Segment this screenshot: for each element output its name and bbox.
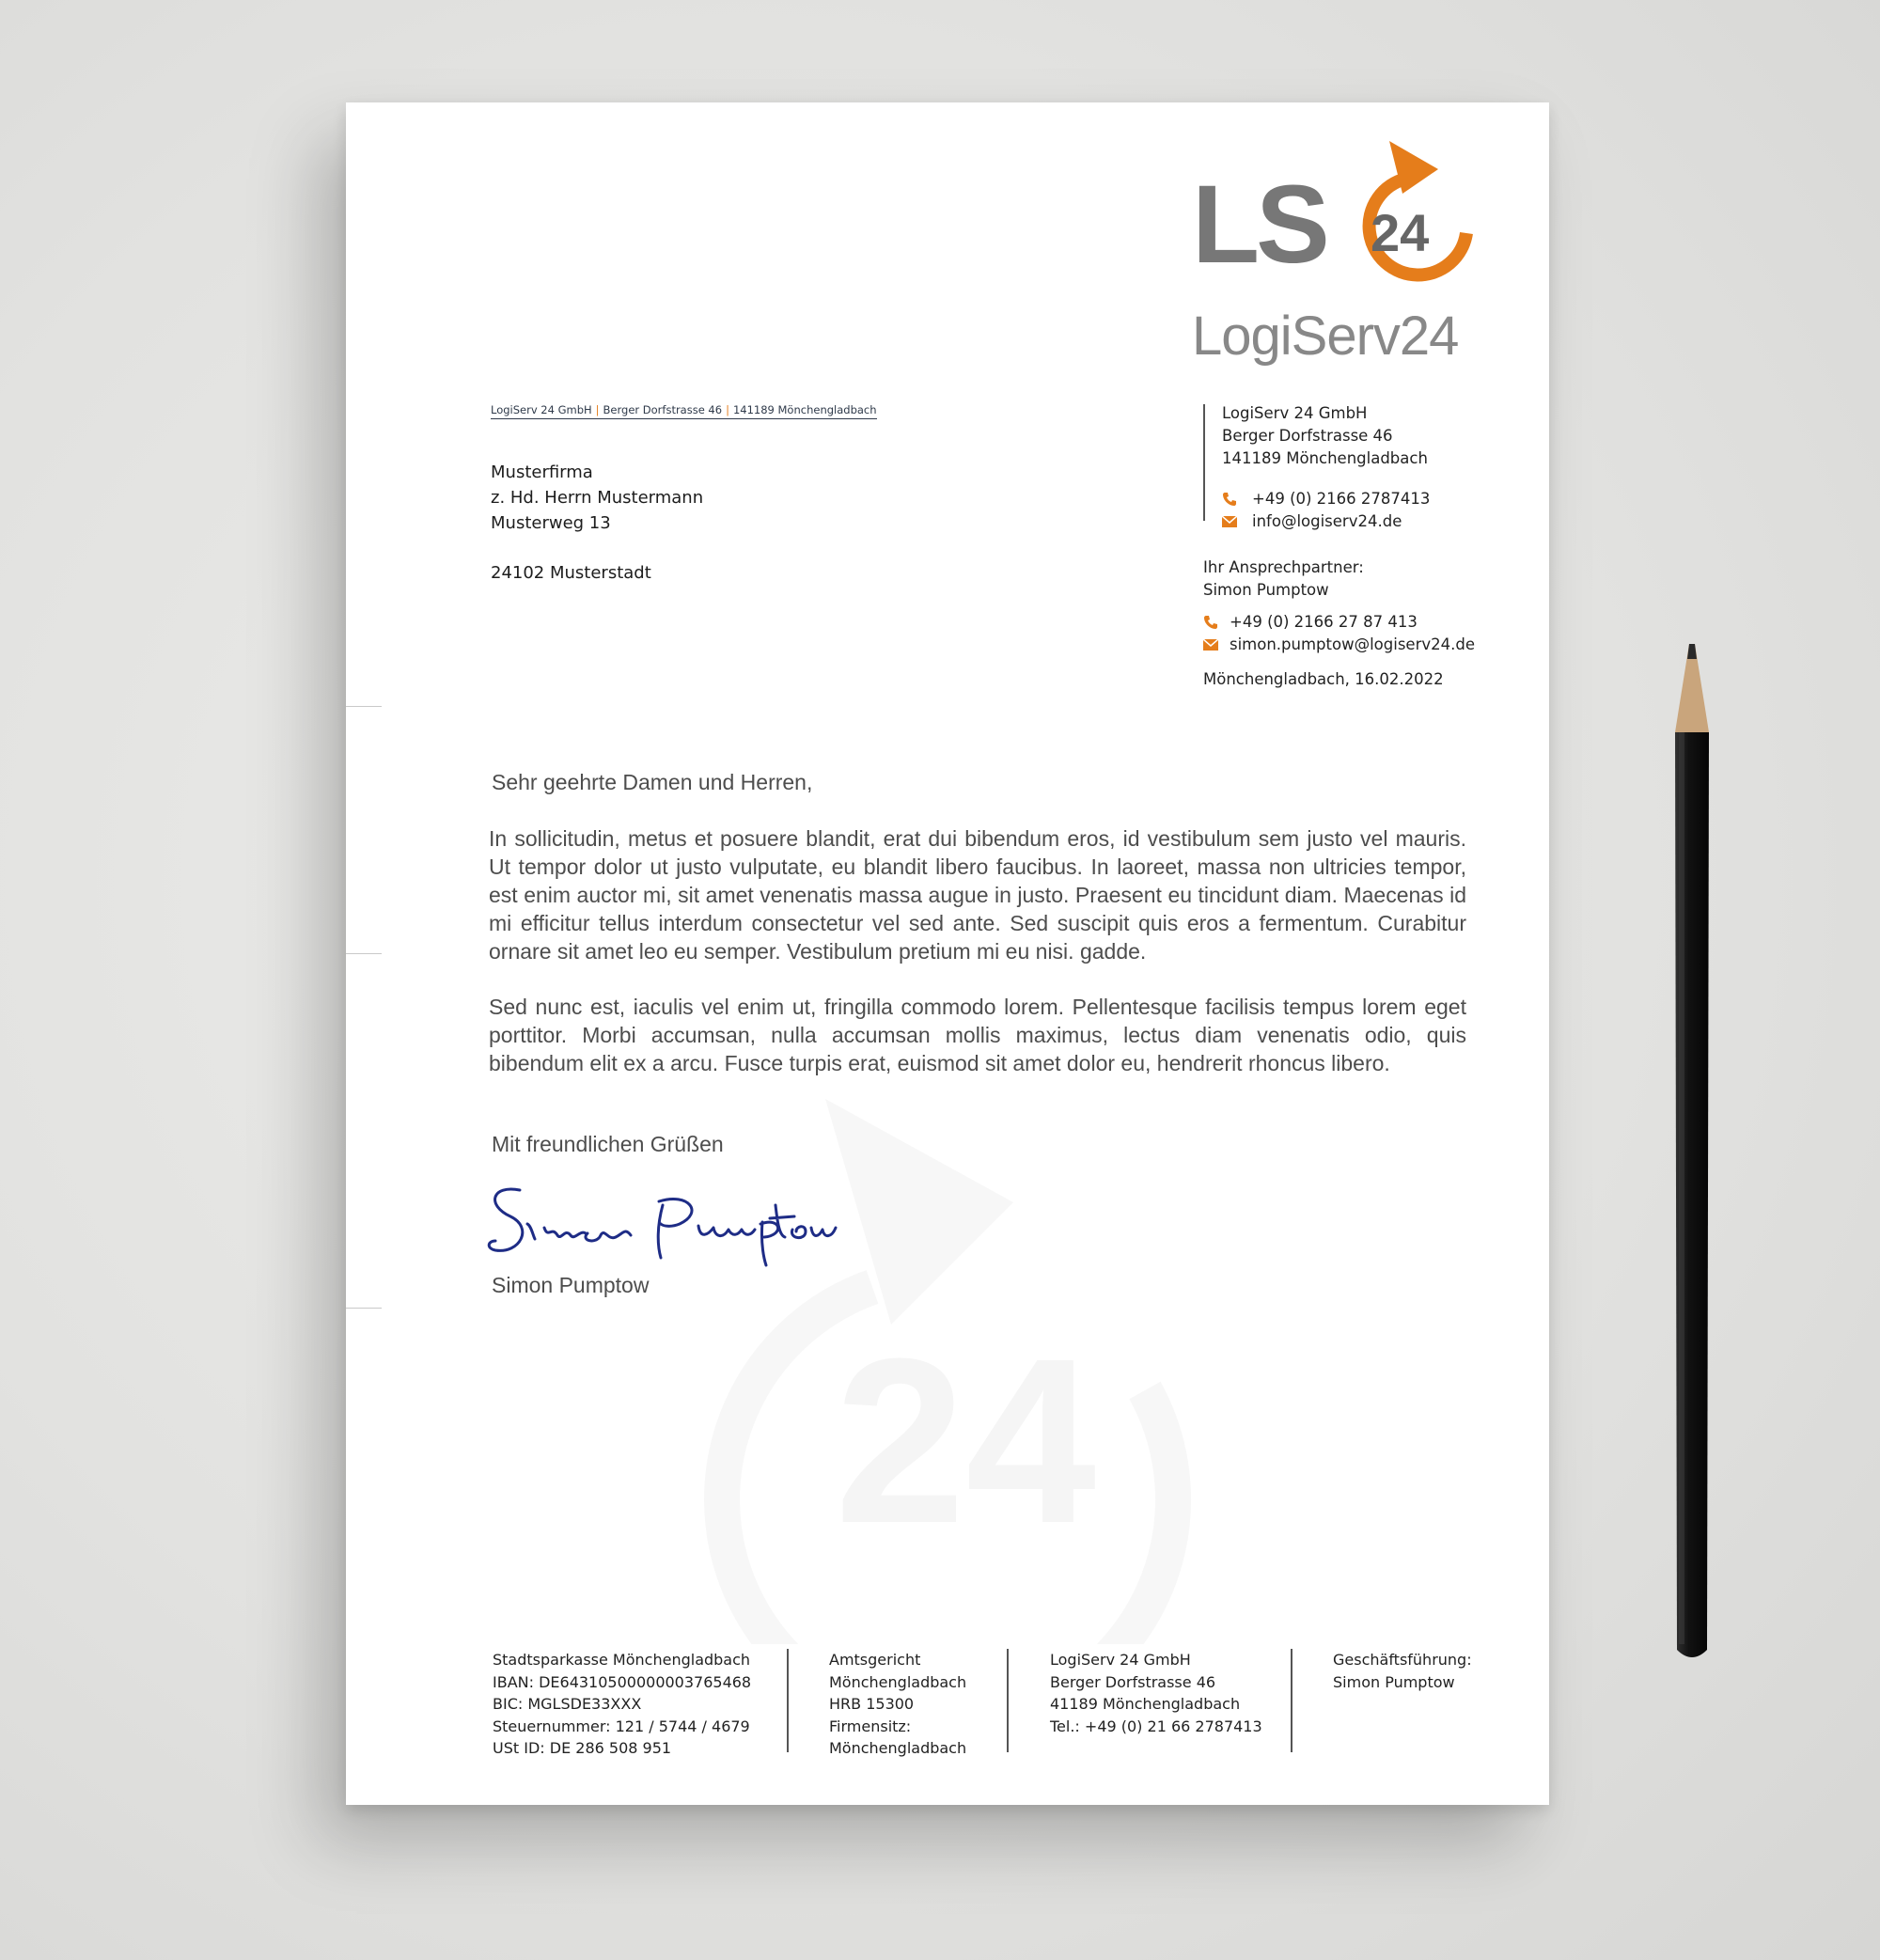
company-logo: [1192, 135, 1530, 375]
footer-company-phone: Tel.: +49 (0) 21 66 2787413: [1050, 1717, 1262, 1735]
fold-mark: [346, 1308, 382, 1309]
divider: [1291, 1649, 1292, 1752]
divider: [1007, 1649, 1009, 1752]
recipient-city: 24102 Musterstadt: [491, 563, 651, 583]
footer-court: [829, 1649, 966, 1760]
court-hrb: HRB 15300: [829, 1695, 915, 1713]
seat-city: Mönchengladbach: [829, 1739, 967, 1757]
bank-iban: IBAN: DE64310500000003765468: [493, 1672, 752, 1691]
info-street: Berger Dorfstrasse 46: [1222, 427, 1393, 445]
recipient-street: Musterweg 13: [491, 513, 611, 533]
contact-label: Ihr Ansprechpartner:: [1203, 558, 1364, 576]
seat-label: Firmensitz:: [829, 1717, 912, 1735]
svg-text:24: 24: [835, 1309, 1097, 1572]
footer-company-city: 41189 Mönchengladbach: [1050, 1695, 1241, 1713]
body-paragraph: In sollicitudin, metus et posuere blandit, erat dui bibendum eros, id vestibulum sem justo vel mauris. Ut tempor dolor ut justo vulputate, eu blandit libero faucibus. In laoreet, massa non ultricies tempor, est enim auctor mi, sit amet venenatis massa augue in justo. Praesent eu tincidunt diam. Maecenas id mi efficitur tellus interdum consectetur vel sed ante. Sed suscipit quis eros a fermentum. Curabitur ornare sit amet leo eu semper. Vestibulum pretium mi eu nisi. gadde.: [489, 826, 1466, 964]
tax-number: Steuernummer: 121 / 5744 / 4679: [493, 1717, 750, 1735]
letterhead-paper: [346, 102, 1549, 1805]
info-city: 141189 Mönchengladbach: [1222, 449, 1428, 467]
court-city: Mönchengladbach: [829, 1672, 967, 1691]
info-company: LogiServ 24 GmbH: [1222, 404, 1368, 422]
phone-icon: [1222, 492, 1237, 507]
court-label: Amtsgericht: [829, 1651, 921, 1669]
sender-street: Berger Dorfstrasse 46: [603, 403, 723, 416]
vat-id: USt ID: DE 286 508 951: [493, 1739, 672, 1757]
envelope-icon: [1222, 514, 1237, 529]
sender-city: 141189 Mönchengladbach: [732, 403, 877, 416]
contact-phone: +49 (0) 2166 27 87 413: [1230, 613, 1418, 631]
place-date: Mönchengladbach, 16.02.2022: [1203, 670, 1444, 688]
contact-email: simon.pumptow@logiserv24.de: [1230, 635, 1475, 653]
recipient-address: [491, 460, 703, 586]
contact-name: Simon Pumptow: [1203, 581, 1329, 599]
signatory-name: Simon Pumptow: [492, 1273, 650, 1297]
pencil-image: [1664, 635, 1739, 1669]
sender-company: LogiServ 24 GmbH: [491, 403, 592, 416]
footer-company-street: Berger Dorfstrasse 46: [1050, 1672, 1216, 1691]
fold-mark: [346, 953, 382, 954]
fold-mark: [346, 706, 382, 707]
logo-letters: LS: [1192, 163, 1326, 287]
footer-company: [1050, 1649, 1262, 1737]
recipient-company: Musterfirma: [491, 463, 593, 482]
divider: [1203, 404, 1205, 521]
sender-return-line: LogiServ 24 GmbH | Berger Dorfstrasse 46 | 141189 Mönchengladbach: [491, 403, 877, 419]
info-email: info@logiserv24.de: [1252, 512, 1402, 530]
recipient-attention: z. Hd. Herrn Mustermann: [491, 488, 704, 508]
footer-company-name: LogiServ 24 GmbH: [1050, 1651, 1191, 1669]
phone-icon: [1203, 615, 1218, 630]
logo-number: 24: [1371, 203, 1430, 262]
info-phone: +49 (0) 2166 2787413: [1252, 490, 1431, 508]
management-label: Geschäftsführung:: [1333, 1651, 1472, 1669]
envelope-icon: [1203, 637, 1218, 652]
closing: Mit freundlichen Grüßen: [492, 1132, 724, 1156]
handwritten-signature: [482, 1179, 839, 1268]
body-paragraph: Sed nunc est, iaculis vel enim ut, fringilla commodo lorem. Pellentesque facilisis tempus lorem eget porttitor. Morbi accumsan, nulla accumsan mollis maximus, lectus diam venenatis odio, quis bibendum elit ex a arcu. Fusce turpis erat, euismod sit amet dolor eu, hendrerit rhoncus libero.: [489, 995, 1466, 1075]
bank-bic: BIC: MGLSDE33XXX: [493, 1695, 642, 1713]
logo-name: LogiServ24: [1192, 306, 1459, 367]
salutation: Sehr geehrte Damen und Herren,: [492, 770, 813, 794]
footer-management: [1333, 1649, 1472, 1693]
bank-name: Stadtsparkasse Mönchengladbach: [493, 1651, 751, 1669]
footer-bank: [493, 1649, 751, 1760]
management-name: Simon Pumptow: [1333, 1672, 1455, 1691]
divider: [787, 1649, 789, 1752]
